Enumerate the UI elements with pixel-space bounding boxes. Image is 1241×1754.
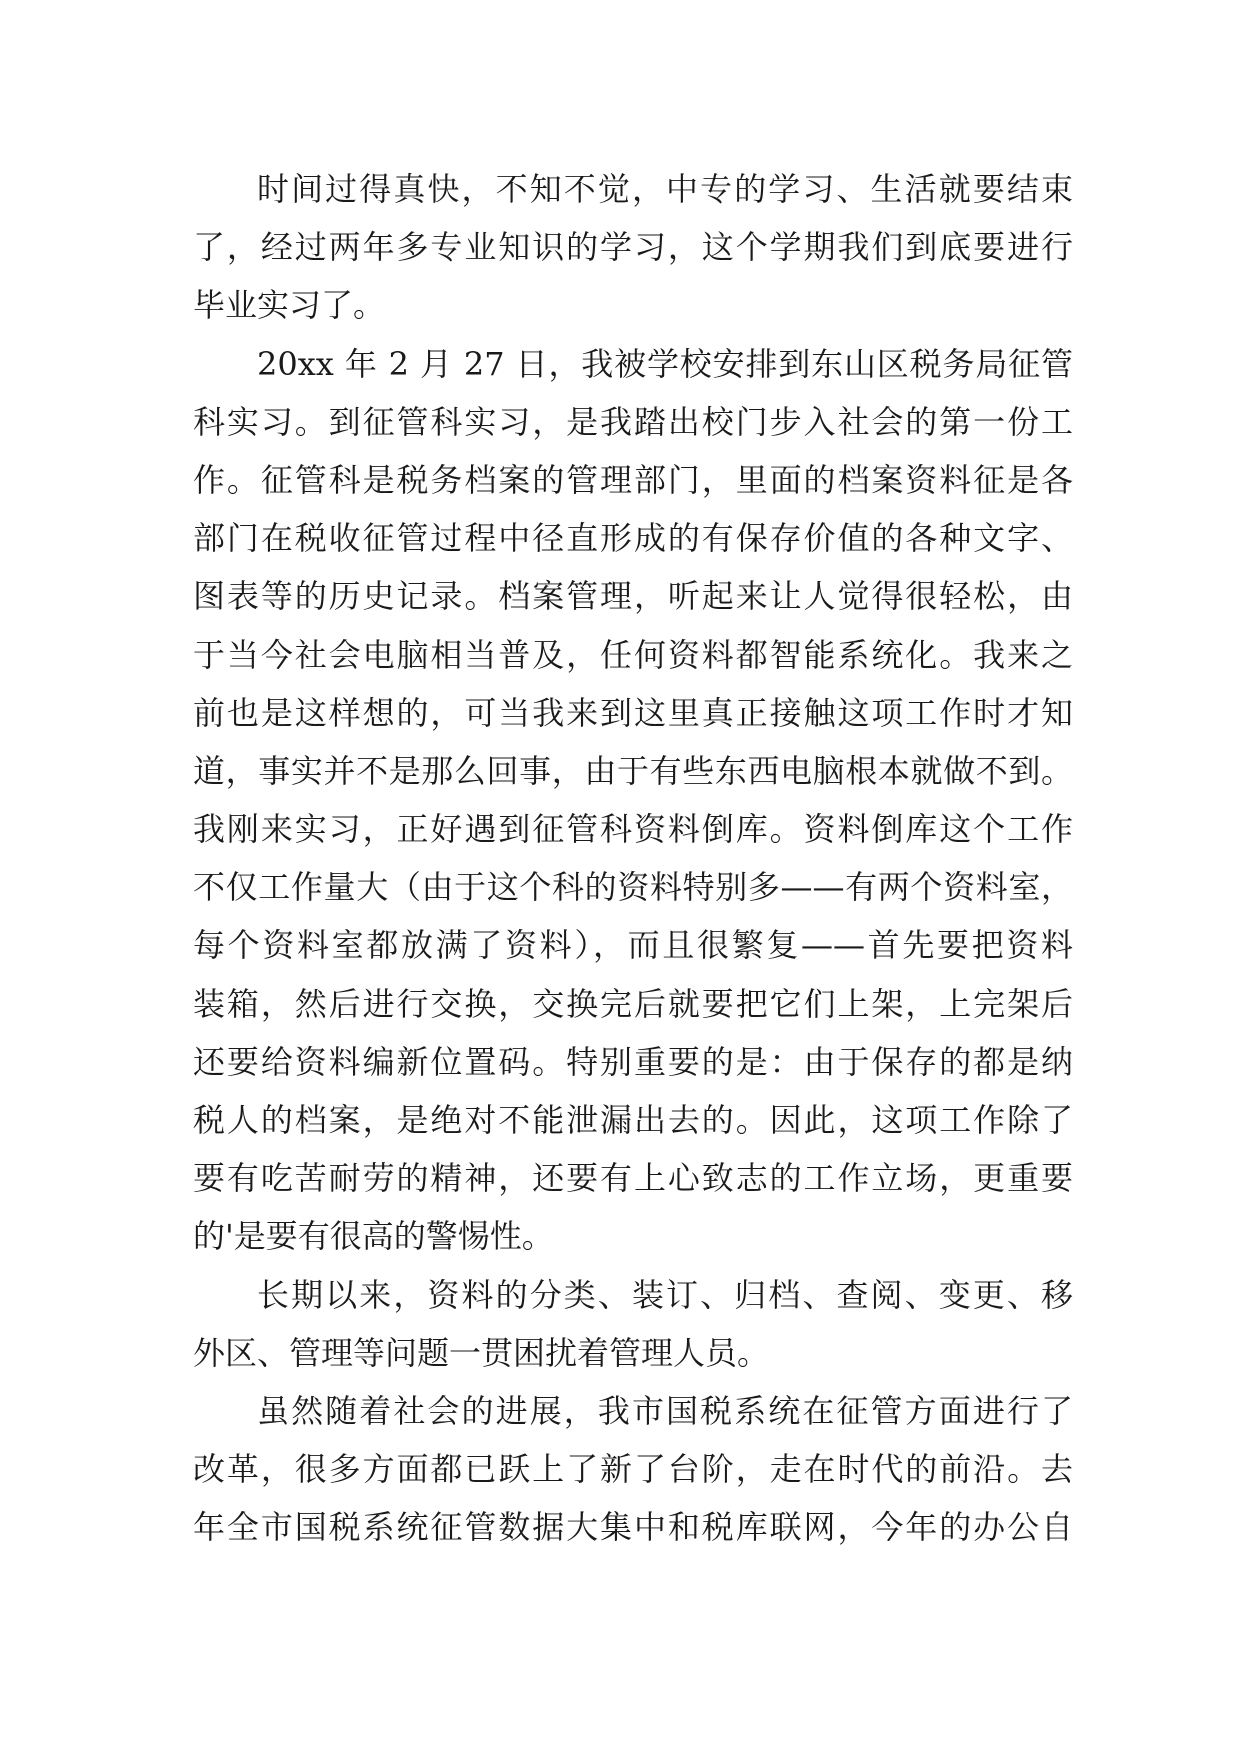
text-line: 毕业实习了。 [193, 286, 386, 325]
paragraph-1 [193, 160, 1073, 335]
text-line: 每个资料室都放满了资料），而且很繁复——首先要把资料 [193, 926, 1073, 965]
text-line: 部门在税收征管过程中径直形成的有保存价值的各种文字、 [193, 519, 1073, 558]
paragraph-4 [193, 1382, 1073, 1557]
text-line: 还要给资料编新位置码。特别重要的是：由于保存的都是纳 [193, 1042, 1073, 1081]
text-line: 税人的档案，是绝对不能泄漏出去的。因此，这项工作除了 [193, 1101, 1073, 1139]
text-line: 道，事实并不是那么回事，由于有些东西电脑根本就做不到。 [193, 751, 1073, 790]
text-line: 年全市国税系统征管数据大集中和税库联网，今年的办公自 [193, 1508, 1073, 1547]
text-line: 科实习。到征管科实习，是我踏出校门步入社会的第一份工 [193, 402, 1073, 441]
text-line: 图表等的历史记录。档案管理，听起来让人觉得很轻松，由 [193, 577, 1073, 616]
text-line: 我刚来实习，正好遇到征管科资料倒库。资料倒库这个工作 [193, 810, 1073, 849]
text-line: 时间过得真快，不知不觉，中专的学习、生活就要结束 [257, 170, 1073, 208]
document-body [193, 160, 1073, 1557]
text-line: 装箱，然后进行交换，交换完后就要把它们上架，上完架后 [193, 984, 1073, 1023]
text-line: 20xx 年 2 月 27 日，我被学校安排到东山区税务局征管 [257, 344, 1073, 383]
text-line: 前也是这样想的，可当我来到这里真正接触这项工作时才知 [193, 693, 1073, 732]
text-line: 虽然随着社会的进展，我市国税系统在征管方面进行了 [257, 1391, 1073, 1430]
text-line: 作。征管科是税务档案的管理部门，里面的档案资料征是各 [193, 460, 1073, 499]
text-line: 长期以来，资料的分类、装订、归档、查阅、变更、移 [257, 1275, 1073, 1314]
text-line: 改革，很多方面都已跃上了新了台阶，走在时代的前沿。去 [193, 1450, 1073, 1489]
text-line: 了，经过两年多专业知识的学习，这个学期我们到底要进行 [193, 228, 1073, 267]
paragraph-2 [193, 335, 1073, 1266]
text-line: 的'是要有很高的警惕性。 [193, 1217, 554, 1256]
text-line: 外区、管理等问题一贯困扰着管理人员。 [193, 1333, 770, 1372]
text-line: 于当今社会电脑相当普及，任何资料都智能系统化。我来之 [193, 635, 1073, 674]
text-line: 不仅工作量大（由于这个科的资料特别多——有两个资料室， [193, 868, 1073, 907]
text-line: 要有吃苦耐劳的精神，还要有上心致志的工作立场，更重要 [193, 1159, 1073, 1198]
paragraph-3 [193, 1266, 1073, 1382]
